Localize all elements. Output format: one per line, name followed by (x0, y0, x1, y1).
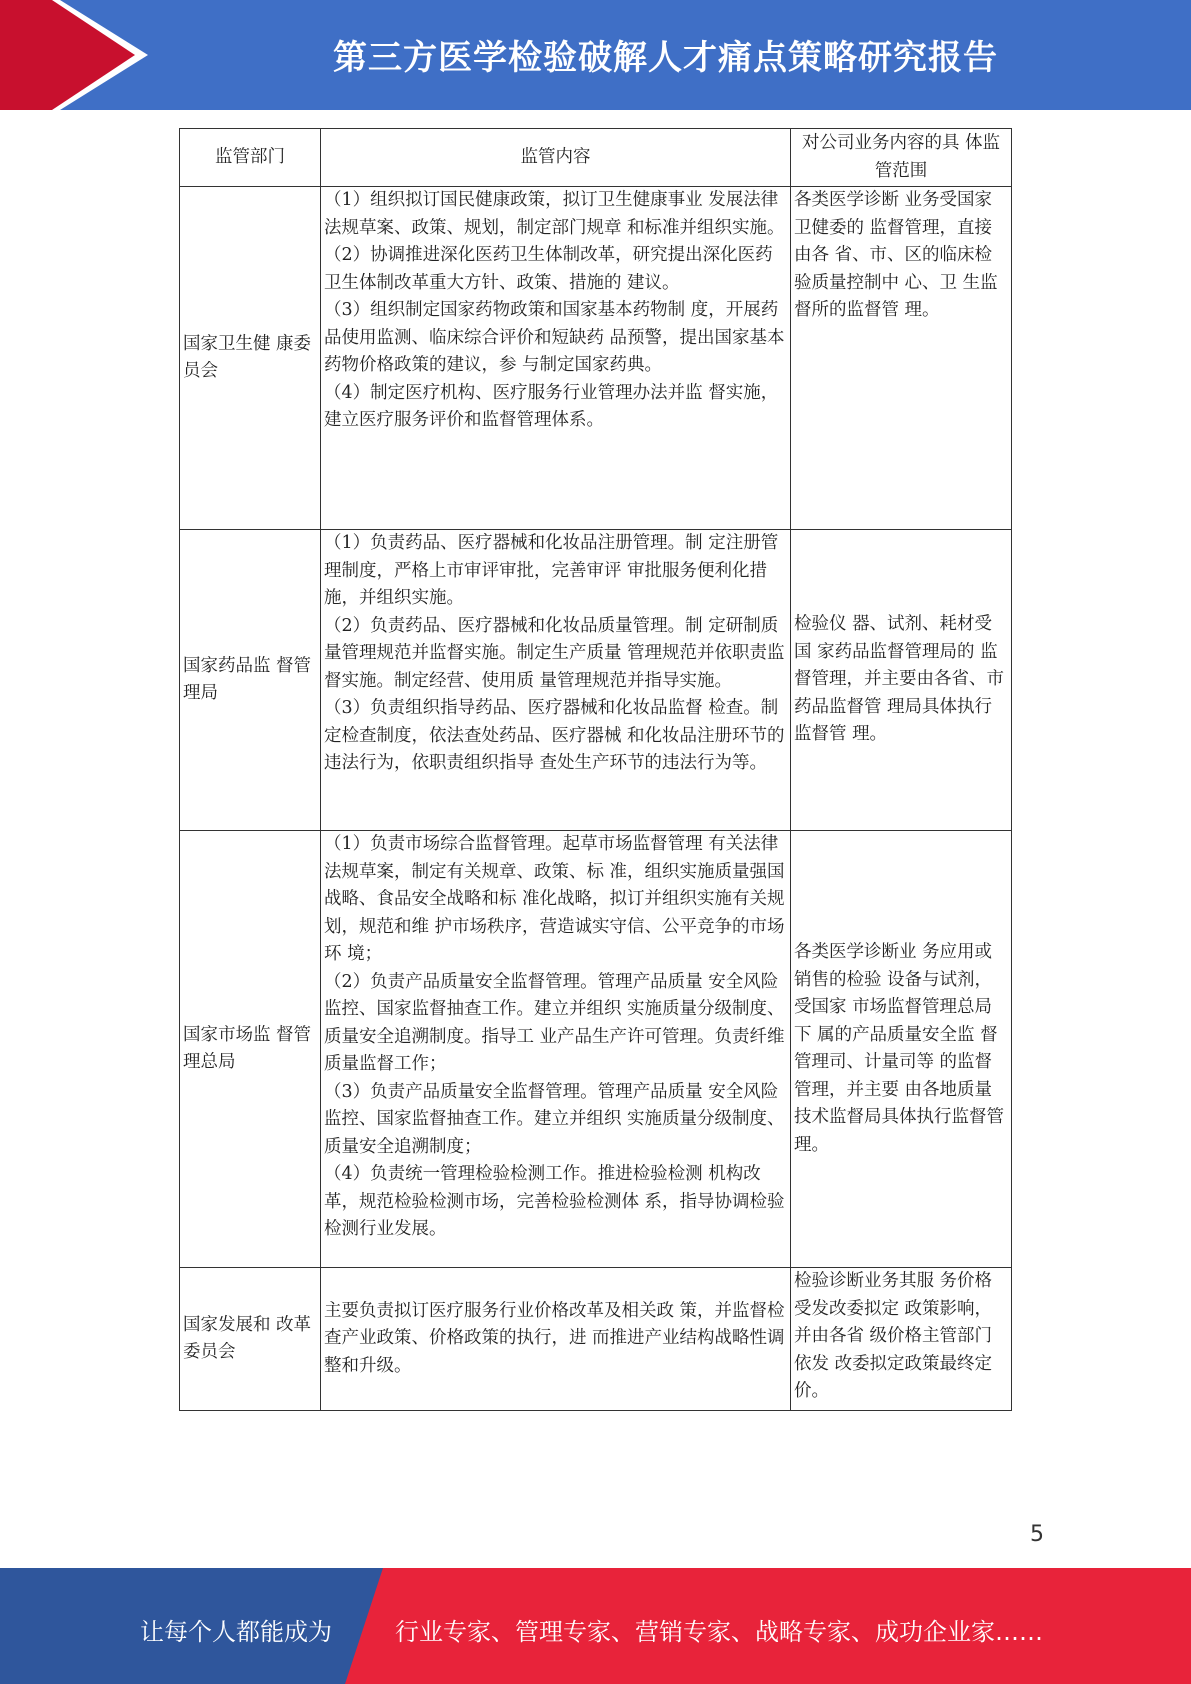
content-paragraph: （2）负责药品、医疗器械和化妆品质量管理。制 定研制质量管理规范并监督实施。制定生产质量 管理规范并依职责监督实施。制定经营、使用质 量管理规范并指导实施。 (324, 615, 785, 691)
table-row (180, 530, 1012, 831)
table-header-row (180, 129, 1012, 187)
content-cell (321, 831, 791, 1268)
page-title: 第三方医学检验破解人才痛点策略研究报告 (333, 38, 998, 78)
column-header-scope: 对公司业务内容的具 体监管范围 (791, 129, 1012, 187)
content-cell (321, 1268, 791, 1411)
department-cell: 国家发展和 改革委员会 (180, 1268, 321, 1411)
department-cell: 国家药品监 督管理局 (180, 530, 321, 831)
content-paragraph: （2）协调推进深化医药卫生体制改革，研究提出深化医药卫生体制改革重大方针、政策、措施的 建议。 (324, 245, 773, 293)
content-paragraph: （4）制定医疗机构、医疗服务行业管理办法并监 督实施，建立医疗服务评价和监督管理体系。 (324, 382, 779, 430)
content-cell (321, 187, 791, 530)
department-cell: 国家卫生健 康委员会 (180, 187, 321, 530)
column-header-content: 监管内容 (321, 129, 791, 187)
column-header-department: 监管部门 (180, 129, 321, 187)
content-paragraph: （1）负责市场综合监督管理。起草市场监督管理 有关法律法规草案，制定有关规章、政策、标 准，组织实施质量强国战略、食品安全战略和标 准化战略，拟订并组织实施有关规划，规范和维 护市场秩序，营造诚实守信、公平竞争的市场环 境； (324, 834, 785, 964)
content-paragraph: （4）负责统一管理检验检测工作。推进检验检测 机构改革，规范检验检测市场，完善检验检测体 系，指导协调检验检测行业发展。 (324, 1164, 785, 1239)
content-paragraph: （1）组织拟订国民健康政策，拟订卫生健康事业 发展法律法规草案、政策、规划，制定部门规章 和标准并组织实施。 (324, 190, 785, 238)
table-row (180, 187, 1012, 530)
footer-slogan-left: 让每个人都能成为 (140, 1618, 332, 1646)
scope-cell: 检验诊断业务其服 务价格受发改委拟定 政策影响，并由各省 级价格主管部门依发 改委拟定政策最终定 价。 (791, 1268, 1012, 1411)
content-paragraph: （3）负责产品质量安全监督管理。管理产品质量 安全风险监控、国家监督抽查工作。建立并组织 实施质量分级制度、质量安全追溯制度； (324, 1081, 785, 1157)
footer-slogan-right: 行业专家、管理专家、营销专家、战略专家、成功企业家…… (395, 1618, 1043, 1646)
header-arrow-decoration (0, 0, 160, 110)
content-cell (321, 530, 791, 831)
footer-banner (0, 1568, 1191, 1684)
header-banner (0, 0, 1191, 110)
content-paragraph: 主要负责拟订医疗服务行业价格改革及相关政 策，并监督检查产业政策、价格政策的执行，进 而推进产业结构战略性调整和升级。 (324, 1300, 785, 1376)
page-number: 5 (1030, 1522, 1044, 1547)
scope-cell: 各类医学诊断业 务应用或销售的检验 设备与试剂，受国家 市场监督管理总局下 属的产品质量安全监 督管理司、计量司等 的监督管理，并主要 由各地质量技术监督局具体执行监督管 理。 (791, 831, 1012, 1268)
table-row (180, 1268, 1012, 1411)
content-paragraph: （3）负责组织指导药品、医疗器械和化妆品监督 检查。制定检查制度，依法查处药品、医疗器械 和化妆品注册环节的违法行为，依职责组织指导 查处生产环节的违法行为等。 (324, 698, 785, 773)
content-paragraph: （3）组织制定国家药物政策和国家基本药物制 度，开展药品使用监测、临床综合评价和短缺药 品预警，提出国家基本药物价格政策的建议，参 与制定国家药典。 (324, 300, 785, 375)
table-row (180, 831, 1012, 1268)
content-paragraph: （1）负责药品、医疗器械和化妆品注册管理。制 定注册管理制度，严格上市审评审批，完善审评 审批服务便利化措施，并组织实施。 (324, 533, 779, 608)
scope-cell: 检验仪 器、试剂、耗材受国 家药品监督管理局的 监督管理，并主要由各省、市药品监督管 理局具体执行监督管 理。 (791, 530, 1012, 831)
content-paragraph: （2）负责产品质量安全监督管理。管理产品质量 安全风险监控、国家监督抽查工作。建立并组织 实施质量分级制度、质量安全追溯制度。指导工 业产品生产许可管理。负责纤维质量监督工作； (324, 971, 785, 1074)
scope-cell: 各类医学诊断 业务受国家卫健委的 监督管理，直接由各 省、市、区的临床检验质量控制中 心、卫 生监督所的监督管 理。 (791, 187, 1012, 530)
regulation-table (179, 128, 1012, 1411)
department-cell: 国家市场监 督管理总局 (180, 831, 321, 1268)
